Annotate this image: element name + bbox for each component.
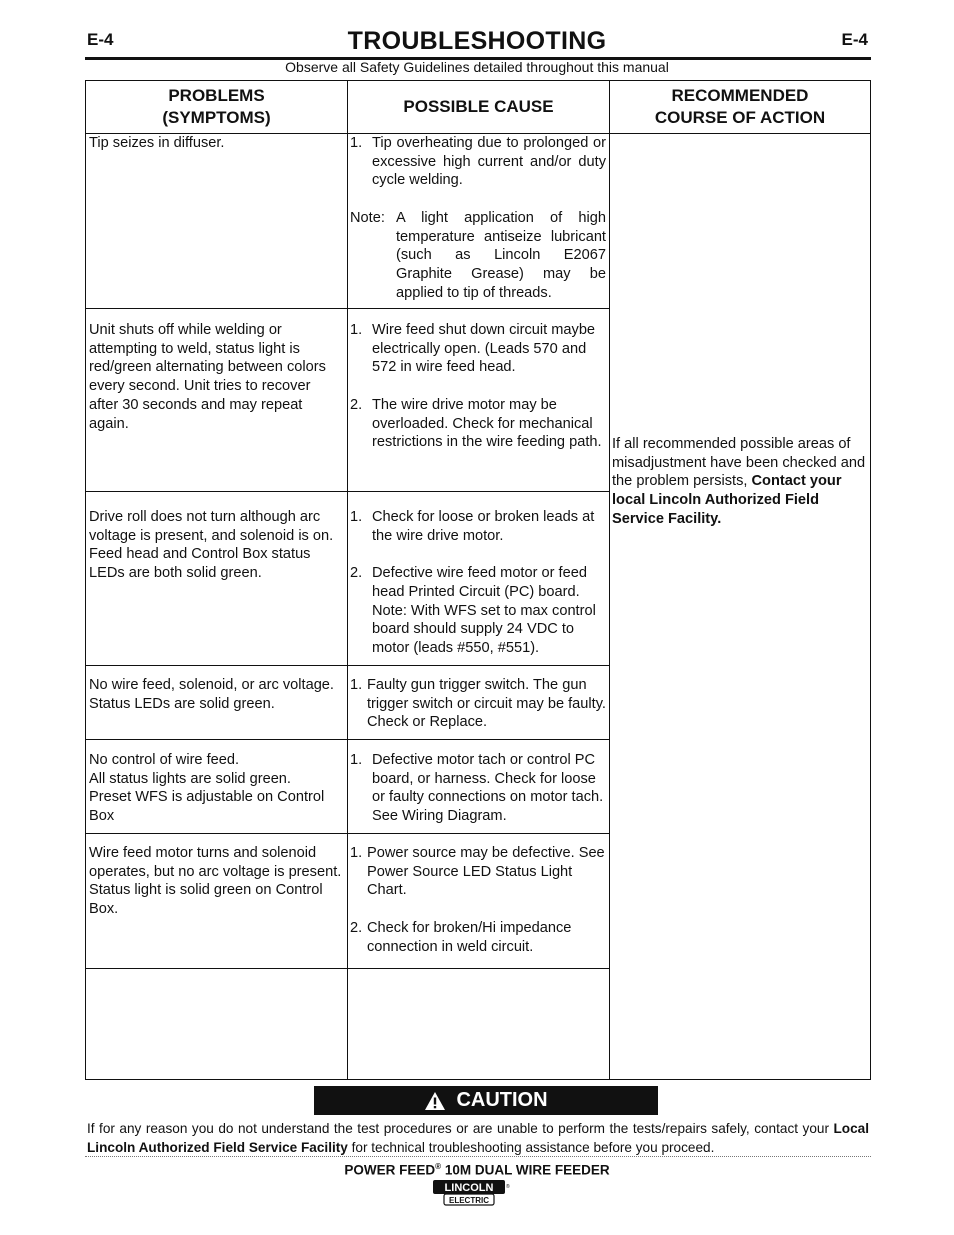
logo-registered: ® [506,1184,510,1190]
product-name-rest: 10M DUAL WIRE FEEDER [441,1162,610,1178]
cause-text: Check for broken/Hi impedance connection in weld circuit. [367,919,572,955]
header-cause [347,80,610,134]
product-name-main: POWER FEED [344,1162,436,1178]
problem-cell-5 [89,751,343,826]
action-cell [612,435,869,529]
page-title: TROUBLESHOOTING [347,27,607,55]
footer-divider [85,1156,871,1157]
problem-line: All status lights are solid green. [89,770,291,787]
problem-cell-2: Unit shuts off while welding or attempting to weld, status light is red/green alternating between colors every second. Unit tries to recover after 30 seconds and may repeat again. [89,322,326,432]
problem-line: Preset WFS is adjustable on Control Box [89,789,325,825]
caution-text-post: for technical troubleshooting assistance before you proceed. [347,1140,715,1155]
cause-text: Faulty gun trigger switch. The gun trigger switch or circuit may be faulty. Check or Replace. [367,677,606,731]
header-problems-line1: PROBLEMS [168,86,265,105]
cause-number: 1. [350,752,363,768]
cause-text: Tip overheating due to prolonged or excessive high current and/or duty cycle welding. [372,135,606,189]
cause-cell-2 [350,321,606,452]
cause-number: 2. [350,396,363,413]
cause-number: 1. [350,509,363,525]
cause-item [350,396,606,452]
caution-banner [314,1086,658,1115]
cause-text: Power source may be defective. See Power Source LED Status Light Chart. [367,845,605,899]
cause-item [350,751,606,826]
cause-cell-5 [350,751,606,826]
cause-text: The wire drive motor may be overloaded. Check for mechanical restrictions in the wire feeding path. [372,396,602,451]
action-column [609,133,871,1080]
cause-text: Wire feed shut down circuit maybe electrically open. (Leads 570 and 572 in wire feed head. [372,322,596,376]
row-divider [85,665,610,666]
row-divider [85,491,610,492]
row-divider [85,308,610,309]
cause-item [350,134,606,190]
cause-item [350,919,606,956]
logo-bottom-text: ELECTRIC [449,1196,489,1205]
page-number-right: E-4 [841,30,868,49]
header-cause-label: POSSIBLE CAUSE [403,97,554,116]
product-name [0,1162,954,1178]
caution-text [87,1119,869,1157]
cause-number: 1. [350,322,363,338]
cause-cell-4 [350,676,606,732]
problem-cell-4: No wire feed, solenoid, or arc voltage. Status LEDs are solid green. [89,677,334,712]
caution-text-pre: If for any reason you do not understand the test procedures or are unable to perform the tests/repairs safely, contact your [87,1121,834,1136]
header-action-line1: RECOMMENDED [671,86,809,105]
header-problems-line2: (SYMPTOMS) [162,108,271,127]
logo-top-text: LINCOLN [444,1182,494,1194]
cause-text: Check for loose or broken leads at the wire drive motor. [372,509,595,544]
cause-note [350,209,606,303]
cause-text: Defective motor tach or control PC board, or harness. Check for loose or faulty connections on motor tach. See Wiring Diagram. [372,752,604,825]
header-action [609,80,871,134]
note-label: Note: [350,209,385,226]
caution-text-bold: Local Lincoln Authorized Field Service Facility [87,1121,869,1155]
action-contact: Contact your local Lincoln Authorized Field Service Facility. [612,473,842,527]
cause-number: 2. [350,565,363,582]
row-divider [85,739,610,740]
cause-cell-1 [350,134,606,302]
row-divider [85,968,610,969]
cause-cell-3 [350,508,606,658]
problems-column [85,133,348,1080]
cause-item [350,676,606,732]
warning-icon [424,1091,446,1111]
problem-cell-1: Tip seizes in diffuser. [89,135,225,151]
page-number-left: E-4 [87,30,114,49]
lincoln-electric-logo [432,1179,510,1207]
cause-text: Defective wire feed motor or feed head Printed Circuit (PC) board. Note: With WFS set to max control board should supply 24 VDC to motor (leads #550, #551). [372,565,596,656]
problem-cell-3: Drive roll does not turn although arc voltage is present, and solenoid is on. Feed head and Control Box status LEDs are both solid green. [89,509,334,582]
cause-number: 1. [350,135,363,151]
cause-item [350,321,606,377]
cause-number: 2. [350,919,363,936]
cause-number: 1. [350,677,363,693]
problem-cell-6: Wire feed motor turns and solenoid operates, but no arc voltage is present. Status light is solid green on Control Box. [89,845,342,918]
cause-item [350,508,606,545]
header-problems [85,80,348,134]
caution-label: CAUTION [456,1089,548,1111]
problem-line: No control of wire feed. [89,752,240,768]
cause-cell-6 [350,844,606,956]
cause-number: 1. [350,845,363,861]
safety-subtitle: Observe all Safety Guidelines detailed throughout this manual [285,59,669,75]
action-text: If all recommended possible areas of misadjustment have been checked and the problem persists, [612,436,866,490]
note-text: A light application of high temperature antiseize lubricant (such as Lincoln E2067 Graphite Grease) may be applied to tip of threads. [396,209,606,301]
row-divider [85,833,610,834]
header-action-line2: COURSE OF ACTION [654,108,826,127]
product-registered: ® [435,1162,442,1171]
cause-item [350,564,606,658]
cause-item [350,844,606,900]
